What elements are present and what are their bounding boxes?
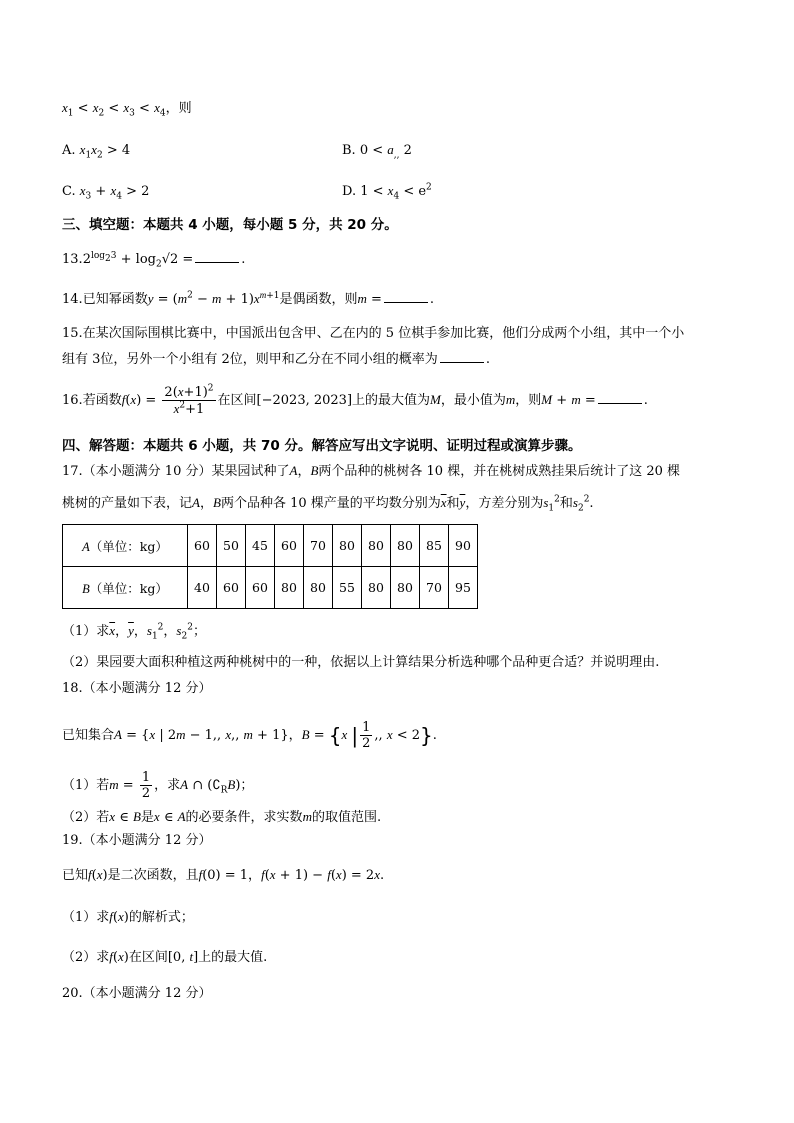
q17-part1: （1）求$\overline{x}$，$\overline{y}$，$s_1^2$，$s_2^2$； (62, 622, 206, 642)
q15-line1: 15.在某次国际围棋比赛中，中国派出包含甲、乙在内的 5 位棋手参加比赛，他们分成两个小组，其中一个小 (62, 326, 685, 341)
q19-part1: （1）求f(x)的解析式； (62, 909, 194, 925)
q17-line2: 桃树的产量如下表，记A，B两个品种各 10 棵产量的平均数分别为$\overline{x}$和$\overline{y}$，方差分别为$s_1^2$和$s_2^2$. (62, 494, 594, 514)
section3-heading: 三、填空题：本题共 4 小题，每小题 5 分，共 20 分。 (62, 217, 398, 233)
table-cell: 95 (449, 567, 478, 609)
yield-table (62, 524, 478, 609)
q18-part1: （1）若m = $\frac{1}{2}$ ，求A ∩ $(∁_RB)$； (62, 770, 254, 801)
q15-line2: 组有 3位，另外一个小组有 2位，则甲和乙分在不同小组的概率为 . (62, 352, 490, 367)
q14: 14.已知幂函数$y = (m^2 - m + 1)x^{m+1}$是偶函数，则m = . (62, 289, 435, 307)
q12-option-a: A. $x_1x_2 > 4$ (62, 142, 131, 161)
table-cell: 40 (188, 567, 217, 609)
table-cell: 70 (304, 525, 333, 567)
row-a-header: A（单位：kg） (63, 525, 188, 567)
table-cell: 60 (275, 525, 304, 567)
table-cell: 80 (391, 525, 420, 567)
section4-heading: 四、解答题：本题共 6 小题，共 70 分。解答应写出文字说明、证明过程或演算步骤。 (62, 438, 582, 454)
q13: $13.2^{log_23} + \log_2√2$ = . (62, 250, 246, 270)
table-cell: 55 (333, 567, 362, 609)
table-cell: 85 (420, 525, 449, 567)
table-cell: 80 (275, 567, 304, 609)
table-cell: 50 (217, 525, 246, 567)
table-cell: 60 (246, 567, 275, 609)
table-cell: 90 (449, 525, 478, 567)
q12-option-c: C. $x_3 + x_4 > 2$ (62, 183, 150, 202)
q19-header: 19.（本小题满分 12 分） (62, 833, 212, 848)
q17-line1: 17.（本小题满分 10 分）某果园试种了A，B两个品种的桃树各 10 棵，并在桃树成熟挂果后统计了这 20 棵 (62, 463, 681, 479)
q20-header: 20.（本小题满分 12 分） (62, 986, 212, 1001)
table-cell: 60 (217, 567, 246, 609)
table-cell: 80 (391, 567, 420, 609)
row-b-header: B（单位：kg） (63, 567, 188, 609)
q12-option-b: B. $0 < a_{,,}$ 2 (342, 142, 412, 161)
table-cell: 70 (420, 567, 449, 609)
table-cell: 45 (246, 525, 275, 567)
table-cell: 80 (362, 525, 391, 567)
q12-condition: $x_1 < x_2 < x_3 < x_4$，则 (62, 100, 192, 119)
q17-part2: （2）果园要大面积种植这两种桃树中的一种，依据以上计算结果分析选种哪个品种更合适？并说明理由. (62, 655, 660, 670)
table-cell: 80 (333, 525, 362, 567)
table-row-a (63, 525, 478, 567)
table-row-b (63, 567, 478, 609)
table-cell: 80 (362, 567, 391, 609)
table-cell: 80 (304, 567, 333, 609)
table-cell: 60 (188, 525, 217, 567)
q19-part2: （2）求f(x)在区间[0, t]上的最大值. (62, 949, 268, 965)
q18-header: 18.（本小题满分 12 分） (62, 681, 212, 696)
q16: 16.若函数f(x) = $\frac{2(x+1)^2}{x^2+1}$ 在区间[−2023, 2023]上的最大值为M，最小值为m，则M + m = . (62, 383, 648, 417)
q18-part2: （2）若x ∈ B是x ∈ A的必要条件，求实数m的取值范围. (62, 809, 382, 825)
q12-option-d: D. $1 < x_4 < e^2$ (342, 182, 432, 202)
q18-given: 已知集合A = {x | 2m − 1,, x,, m + 1}，B = {x | $\frac{1}{2}$ ,, x < 2}. (62, 720, 437, 751)
q19-given: 已知f(x)是二次函数，且f(0) = 1，f(x + 1) − f(x) = 2x. (62, 867, 385, 883)
